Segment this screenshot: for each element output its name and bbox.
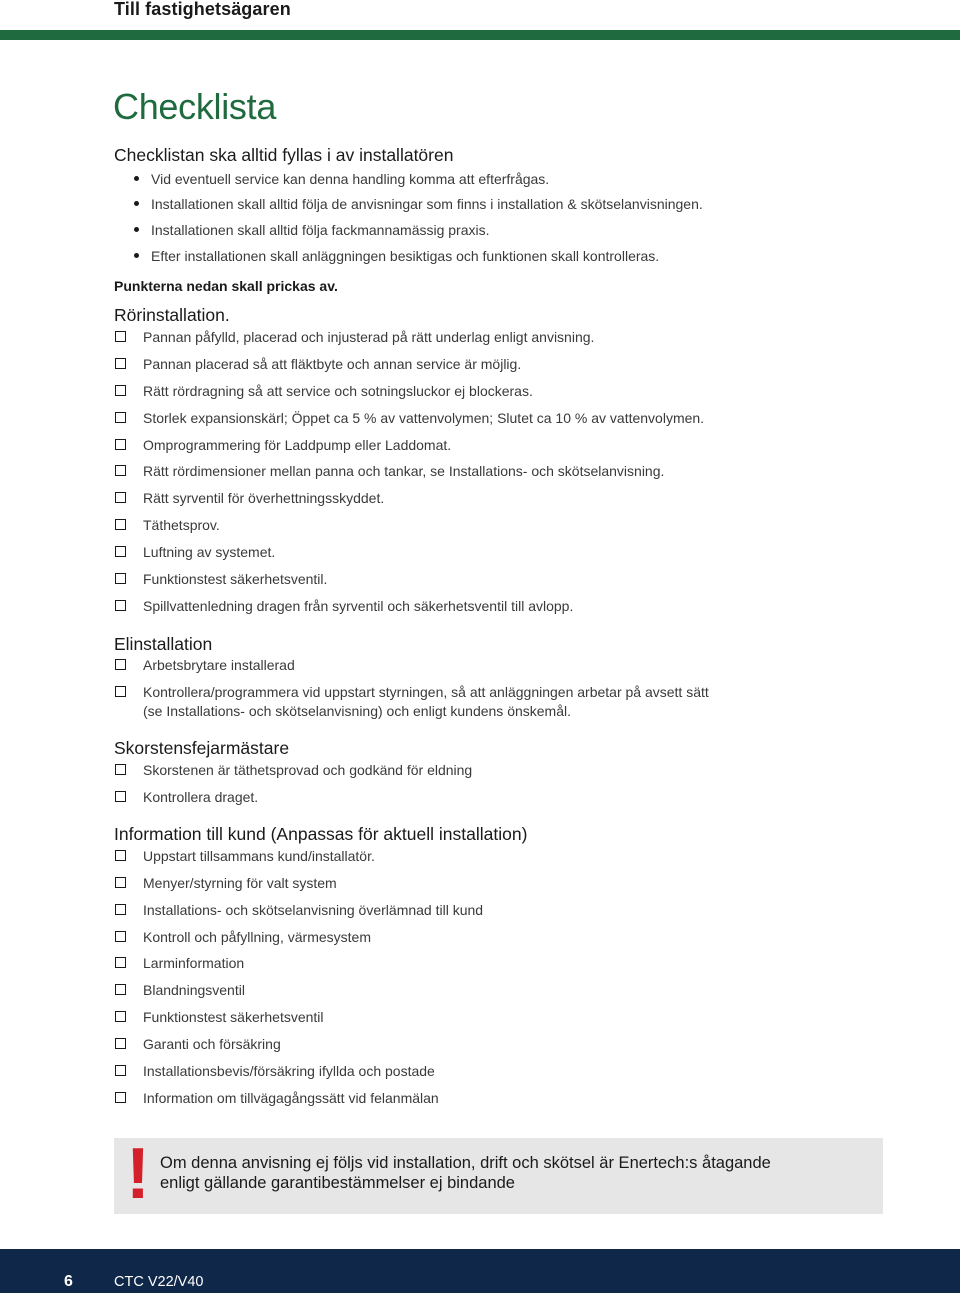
checkbox-icon[interactable] bbox=[115, 465, 126, 476]
checkbox-icon[interactable] bbox=[115, 791, 126, 802]
intro-note: Punkterna nedan skall prickas av. bbox=[114, 278, 338, 294]
header-rule bbox=[0, 30, 960, 40]
page-title: Checklista bbox=[113, 86, 277, 127]
checkbox-icon[interactable] bbox=[115, 385, 126, 396]
checkbox-icon[interactable] bbox=[115, 600, 126, 611]
checkbox-icon[interactable] bbox=[115, 519, 126, 530]
checkbox-icon[interactable] bbox=[115, 957, 126, 968]
checkbox-icon[interactable] bbox=[115, 984, 126, 995]
model-name: CTC V22/V40 bbox=[114, 1274, 204, 1290]
warning-text: Om denna anvisning ej följs vid installation, drift och skötsel är Enertech:s åtagande enligt gällande garantibestämmelser ej bindande bbox=[160, 1154, 771, 1192]
checkbox-icon[interactable] bbox=[115, 1092, 126, 1103]
checkbox-icon[interactable] bbox=[115, 877, 126, 888]
checkbox-icon[interactable] bbox=[115, 358, 126, 369]
checkbox-icon[interactable] bbox=[115, 439, 126, 450]
electric-heading: Elinstallation bbox=[114, 634, 213, 654]
chimney-heading: Skorstensfejarmästare bbox=[114, 738, 290, 758]
checkbox-icon[interactable] bbox=[115, 331, 126, 342]
checkbox-icon[interactable] bbox=[115, 1038, 126, 1049]
checkbox-icon[interactable] bbox=[115, 492, 126, 503]
checkbox-icon[interactable] bbox=[115, 1011, 126, 1022]
checkbox-icon[interactable] bbox=[115, 412, 126, 423]
customer-heading: Information till kund (Anpassas för aktuell installation) bbox=[114, 824, 528, 844]
bullet-dot-icon bbox=[134, 227, 139, 232]
pipe-heading: Rörinstallation. bbox=[114, 305, 230, 325]
checkbox-icon[interactable] bbox=[115, 686, 126, 697]
footer-bar bbox=[0, 1249, 960, 1293]
page-number: 6 bbox=[64, 1273, 73, 1290]
checkbox-icon[interactable] bbox=[115, 546, 126, 557]
warning-box bbox=[114, 1134, 883, 1214]
exclamation-icon: ! bbox=[126, 1134, 150, 1214]
checkbox-icon[interactable] bbox=[115, 850, 126, 861]
intro-heading: Checklistan ska alltid fyllas i av installatören bbox=[114, 145, 454, 165]
bullet-dot-icon bbox=[134, 253, 139, 258]
bullet-dot-icon bbox=[134, 176, 139, 181]
checkbox-icon[interactable] bbox=[115, 764, 126, 775]
bullet-dot-icon bbox=[134, 201, 139, 206]
section-label: Till fastighetsägaren bbox=[114, 0, 291, 19]
checkbox-icon[interactable] bbox=[115, 659, 126, 670]
checkbox-icon[interactable] bbox=[115, 573, 126, 584]
checkbox-icon[interactable] bbox=[115, 931, 126, 942]
checkbox-icon[interactable] bbox=[115, 904, 126, 915]
checkbox-icon[interactable] bbox=[115, 1065, 126, 1076]
